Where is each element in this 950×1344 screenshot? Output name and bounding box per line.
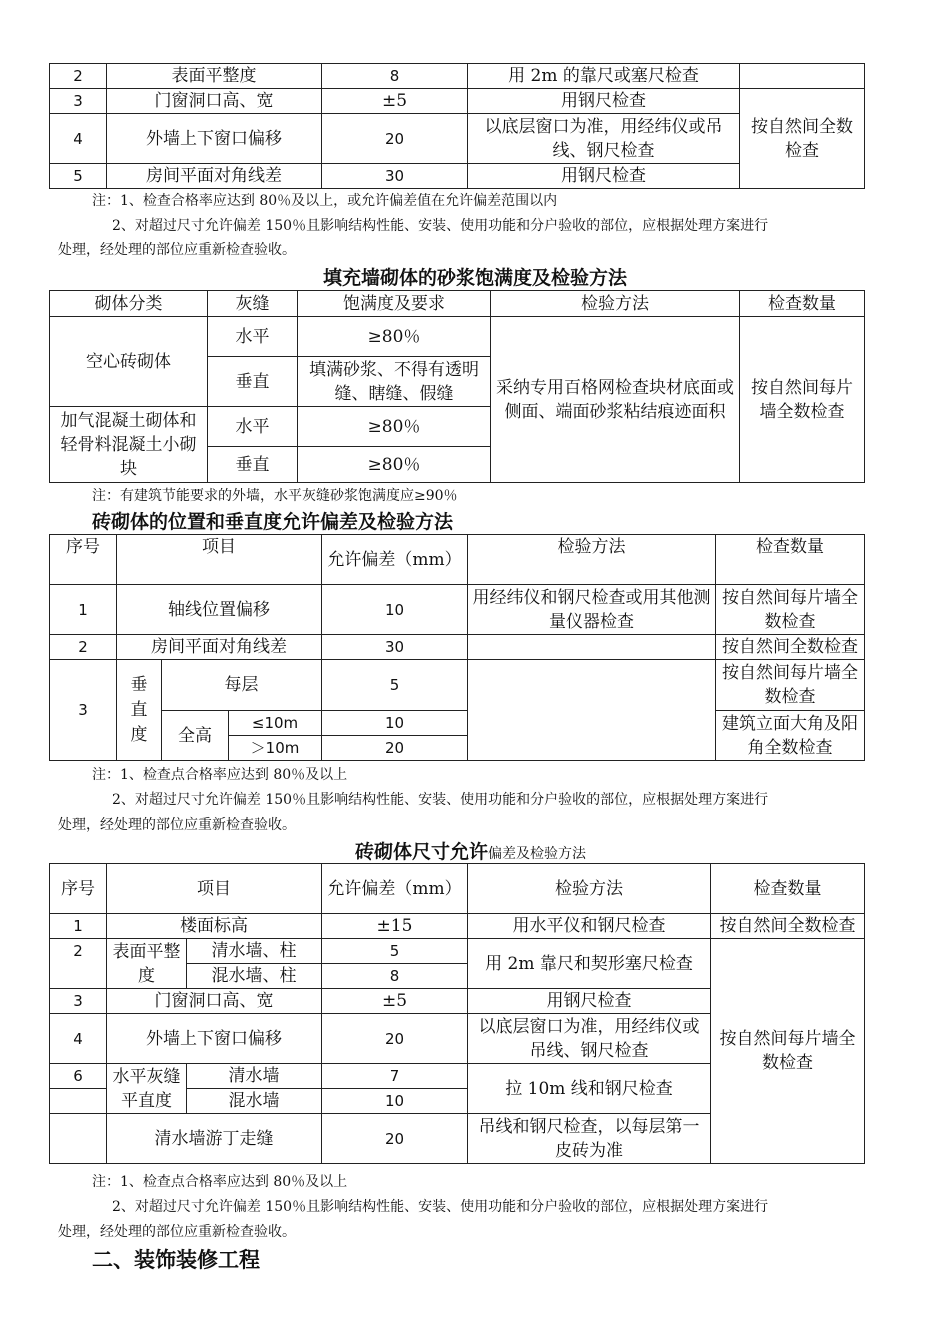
column-header: 检验方法	[491, 291, 740, 317]
column-header: 灰缝	[208, 291, 298, 317]
column-header: 检验方法	[468, 535, 716, 585]
cell: 外墙上下窗口偏移	[107, 114, 322, 164]
cell: 2	[50, 939, 107, 989]
note: 2、对超过尺寸允许偏差 150％且影响结构性能、安装、使用功能和分户验收的部位，应根据处理方案进行	[112, 792, 769, 808]
cell: 用经纬仪和钢尺检查或用其他测量仪器检查	[468, 585, 716, 635]
cell	[468, 635, 716, 660]
cell: 3	[50, 989, 107, 1014]
column-header: 砌体分类	[50, 291, 208, 317]
note: 处理，经处理的部位应重新检查验收。	[58, 817, 296, 833]
column-header: 项目	[117, 535, 322, 585]
table-header-row	[50, 291, 865, 317]
column-header: 检查数量	[716, 535, 865, 585]
cell: 1	[50, 914, 107, 939]
cell: 6	[50, 1064, 107, 1089]
cell: 每层	[162, 660, 322, 711]
cell: ＞10m	[229, 736, 322, 761]
cell	[468, 660, 716, 761]
cell: 以底层窗口为准，用经纬仪或吊线、钢尺检查	[468, 114, 740, 164]
note: 注：1、检查合格率应达到 80％及以上，或允许偏差值在允许偏差范围以内	[92, 193, 558, 209]
table-title-main: 砖砌体尺寸允许	[355, 841, 489, 863]
section-heading: 二、装饰装修工程	[92, 1247, 260, 1272]
column-header: 允许偏差（mm）	[322, 535, 468, 585]
cell: 4	[50, 114, 107, 164]
cell: 水平	[208, 317, 298, 357]
column-header: 序号	[50, 864, 107, 914]
cell	[50, 1114, 107, 1164]
column-header: 检验方法	[468, 864, 711, 914]
cell: 用钢尺检查	[468, 164, 740, 189]
cell: 用 2m 的靠尺或塞尺检查	[468, 64, 740, 89]
table-row	[50, 64, 865, 89]
table-row	[50, 635, 865, 660]
cell: 按自然间每片墙全数检查	[716, 585, 865, 635]
note: 注：1、检查点合格率应达到 80％及以上	[92, 1174, 348, 1190]
table-row	[50, 585, 865, 635]
table-row	[50, 939, 865, 964]
table-title-suffix: 偏差及检验方法	[488, 846, 587, 862]
cell: 楼面标高	[107, 914, 322, 939]
cell: ±15	[322, 914, 468, 939]
note: 2、对超过尺寸允许偏差 150％且影响结构性能、安装、使用功能和分户验收的部位，应根据处理方案进行	[112, 218, 769, 234]
cell: 用 2m 靠尺和契形塞尺检查	[468, 939, 711, 989]
cell: 清水墙游丁走缝	[107, 1114, 322, 1164]
table-tolerance-continued	[49, 63, 865, 189]
cell: 10	[322, 711, 468, 736]
table-row	[50, 317, 865, 357]
table-position-verticality	[49, 534, 865, 761]
column-header: 允许偏差（mm）	[322, 864, 468, 914]
cell: 2	[50, 64, 107, 89]
cell: 按自然间每片墙全数检查	[711, 939, 865, 1164]
column-header: 饱满度及要求	[298, 291, 491, 317]
column-header: 检查数量	[711, 864, 865, 914]
column-header: 项目	[107, 864, 322, 914]
note: 2、对超过尺寸允许偏差 150％且影响结构性能、安装、使用功能和分户验收的部位，应根据处理方案进行	[112, 1199, 769, 1215]
cell: 吊线和钢尺检查，以每层第一皮砖为准	[468, 1114, 711, 1164]
cell: 房间平面对角线差	[117, 635, 322, 660]
table-header-row	[50, 535, 865, 585]
cell	[740, 64, 865, 89]
note: 处理，经处理的部位应重新检查验收。	[58, 242, 296, 258]
cell: 清水墙	[187, 1064, 322, 1089]
cell: 5	[322, 939, 468, 964]
cell: ≥80％	[298, 317, 491, 357]
cell: ≥80％	[298, 407, 491, 447]
cell: 用钢尺检查	[468, 989, 711, 1014]
cell: 20	[322, 114, 468, 164]
cell: 30	[322, 635, 468, 660]
cell: 垂直度	[117, 660, 162, 761]
cell: ≥80％	[298, 447, 491, 483]
cell: 拉 10m 线和钢尺检查	[468, 1064, 711, 1114]
cell: 3	[50, 660, 117, 761]
cell: 7	[322, 1064, 468, 1089]
cell: 按自然间全数检查	[711, 914, 865, 939]
cell: 30	[322, 164, 468, 189]
cell: 混水墙、柱	[187, 964, 322, 989]
table-row	[50, 914, 865, 939]
cell: 门窗洞口高、宽	[107, 989, 322, 1014]
cell: 清水墙、柱	[187, 939, 322, 964]
cell: 3	[50, 89, 107, 114]
cell: 采纳专用百格网检查块材底面或侧面、端面砂浆粘结痕迹面积	[491, 317, 740, 483]
cell: 1	[50, 585, 117, 635]
table-masonry-dimension	[49, 863, 865, 1164]
cell: 加气混凝土砌体和轻骨料混凝土小砌块	[50, 407, 208, 483]
table-title: 填充墙砌体的砂浆饱满度及检验方法	[322, 267, 627, 289]
column-header: 检查数量	[740, 291, 865, 317]
cell: 混水墙	[187, 1089, 322, 1114]
cell: 10	[322, 1089, 468, 1114]
cell: 20	[322, 1014, 468, 1064]
cell: 填满砂浆、不得有透明缝、瞎缝、假缝	[298, 357, 491, 407]
table-header-row	[50, 864, 865, 914]
cell: 门窗洞口高、宽	[107, 89, 322, 114]
cell: 8	[322, 964, 468, 989]
cell: ±5	[322, 989, 468, 1014]
cell: 水平灰缝平直度	[107, 1064, 187, 1114]
cell: 全高	[162, 711, 229, 761]
cell: 表面平整度	[107, 64, 322, 89]
table-row	[50, 711, 865, 736]
cell: 20	[322, 1114, 468, 1164]
cell: 20	[322, 736, 468, 761]
table-row	[50, 89, 865, 114]
note: 注：有建筑节能要求的外墙，水平灰缝砂浆饱满度应≥90％	[92, 488, 458, 504]
cell: 垂直	[208, 447, 298, 483]
cell: 房间平面对角线差	[107, 164, 322, 189]
table-row	[50, 660, 865, 711]
cell: ≤10m	[229, 711, 322, 736]
cell: 垂直	[208, 357, 298, 407]
cell: 5	[322, 660, 468, 711]
note: 处理，经处理的部位应重新检查验收。	[58, 1224, 296, 1240]
cell: 用钢尺检查	[468, 89, 740, 114]
cell: 5	[50, 164, 107, 189]
cell: 按自然间全数检查	[716, 635, 865, 660]
cell: 按自然间每片墙全数检查	[740, 317, 865, 483]
cell: ±5	[322, 89, 468, 114]
cell: 2	[50, 635, 117, 660]
cell: 8	[322, 64, 468, 89]
table-title: 砖砌体的位置和垂直度允许偏差及检验方法	[92, 511, 454, 533]
table-mortar-fullness	[49, 290, 865, 483]
cell: 轴线位置偏移	[117, 585, 322, 635]
cell	[50, 1089, 107, 1114]
cell: 表面平整度	[107, 939, 187, 989]
cell: 空心砖砌体	[50, 317, 208, 407]
cell: 水平	[208, 407, 298, 447]
cell: 用水平仪和钢尺检查	[468, 914, 711, 939]
note: 注：1、检查点合格率应达到 80％及以上	[92, 767, 348, 783]
cell: 外墙上下窗口偏移	[107, 1014, 322, 1064]
cell: 10	[322, 585, 468, 635]
column-header: 序号	[50, 535, 117, 585]
cell: 建筑立面大角及阳角全数检查	[716, 711, 865, 761]
cell: 按自然间全数检查	[740, 89, 865, 189]
cell: 以底层窗口为准，用经纬仪或吊线、钢尺检查	[468, 1014, 711, 1064]
cell: 4	[50, 1014, 107, 1064]
cell: 按自然间每片墙全数检查	[716, 660, 865, 711]
